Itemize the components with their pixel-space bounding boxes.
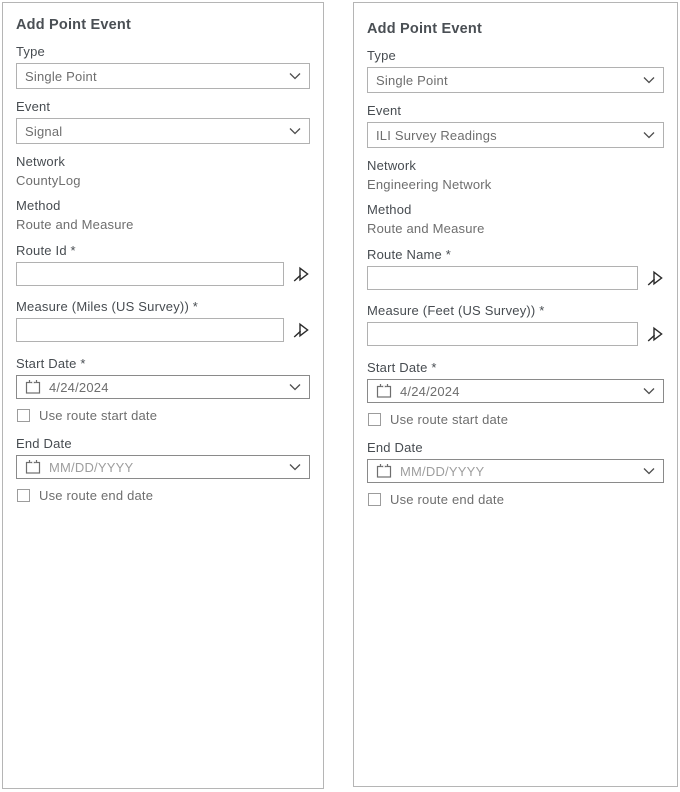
method-value: Route and Measure bbox=[16, 217, 134, 232]
end-date-picker[interactable] bbox=[367, 459, 664, 483]
use-route-end-date-label: Use route end date bbox=[39, 487, 154, 503]
use-route-start-date-checkbox[interactable] bbox=[368, 413, 381, 426]
start-date-value: 4/24/2024 bbox=[49, 379, 109, 395]
end-date-label: End Date bbox=[16, 436, 72, 451]
page-title: Add Point Event bbox=[367, 21, 482, 37]
event-select[interactable] bbox=[367, 122, 664, 148]
event-select-value: Signal bbox=[25, 123, 63, 139]
calendar-icon bbox=[25, 379, 41, 395]
type-select[interactable] bbox=[16, 63, 310, 89]
method-label: Method bbox=[16, 198, 61, 213]
end-date-placeholder: MM/DD/YYYY bbox=[400, 463, 485, 479]
event-select[interactable] bbox=[16, 118, 310, 144]
route-name-label: Route Name * bbox=[367, 247, 452, 262]
add-point-event-panel-left bbox=[2, 2, 324, 789]
map-pick-arrow-icon[interactable] bbox=[646, 325, 664, 343]
route-id-input[interactable] bbox=[16, 262, 284, 286]
chevron-down-icon bbox=[643, 131, 655, 139]
measure-label: Measure (Feet (US Survey)) * bbox=[367, 303, 545, 318]
use-route-start-date-checkbox[interactable] bbox=[17, 409, 30, 422]
chevron-down-icon bbox=[643, 76, 655, 84]
use-route-end-date-checkbox[interactable] bbox=[17, 489, 30, 502]
page-title: Add Point Event bbox=[16, 17, 131, 33]
use-route-start-date-option[interactable] bbox=[16, 408, 310, 422]
map-pick-arrow-icon[interactable] bbox=[292, 265, 310, 283]
chevron-down-icon bbox=[289, 72, 301, 80]
use-route-end-date-checkbox[interactable] bbox=[368, 493, 381, 506]
calendar-icon bbox=[376, 383, 392, 399]
event-select-value: ILI Survey Readings bbox=[376, 127, 497, 143]
end-date-label: End Date bbox=[367, 440, 423, 455]
type-label: Type bbox=[367, 48, 396, 63]
method-label: Method bbox=[367, 202, 412, 217]
chevron-down-icon bbox=[643, 467, 655, 475]
network-value: Engineering Network bbox=[367, 177, 492, 192]
network-value: CountyLog bbox=[16, 173, 81, 188]
type-select[interactable] bbox=[367, 67, 664, 93]
chevron-down-icon bbox=[643, 387, 655, 395]
add-point-event-panel-right bbox=[353, 2, 678, 787]
start-date-value: 4/24/2024 bbox=[400, 383, 460, 399]
chevron-down-icon bbox=[289, 383, 301, 391]
measure-input[interactable] bbox=[367, 322, 638, 346]
type-select-value: Single Point bbox=[376, 72, 448, 88]
method-value: Route and Measure bbox=[367, 221, 485, 236]
measure-label: Measure (Miles (US Survey)) * bbox=[16, 299, 199, 314]
network-label: Network bbox=[367, 158, 417, 173]
use-route-end-date-option[interactable] bbox=[16, 488, 310, 502]
type-select-value: Single Point bbox=[25, 68, 97, 84]
route-id-label: Route Id * bbox=[16, 243, 76, 258]
use-route-start-date-label: Use route start date bbox=[390, 411, 509, 427]
measure-input[interactable] bbox=[16, 318, 284, 342]
use-route-start-date-option[interactable] bbox=[367, 412, 664, 426]
chevron-down-icon bbox=[289, 127, 301, 135]
calendar-icon bbox=[25, 459, 41, 475]
calendar-icon bbox=[376, 463, 392, 479]
start-date-label: Start Date * bbox=[367, 360, 437, 375]
map-pick-arrow-icon[interactable] bbox=[646, 269, 664, 287]
route-name-input[interactable] bbox=[367, 266, 638, 290]
event-label: Event bbox=[367, 103, 402, 118]
chevron-down-icon bbox=[289, 463, 301, 471]
map-pick-arrow-icon[interactable] bbox=[292, 321, 310, 339]
use-route-start-date-label: Use route start date bbox=[39, 407, 158, 423]
use-route-end-date-option[interactable] bbox=[367, 492, 664, 506]
start-date-picker[interactable] bbox=[367, 379, 664, 403]
type-label: Type bbox=[16, 44, 45, 59]
start-date-picker[interactable] bbox=[16, 375, 310, 399]
network-label: Network bbox=[16, 154, 66, 169]
end-date-placeholder: MM/DD/YYYY bbox=[49, 459, 134, 475]
event-label: Event bbox=[16, 99, 51, 114]
end-date-picker[interactable] bbox=[16, 455, 310, 479]
use-route-end-date-label: Use route end date bbox=[390, 491, 505, 507]
start-date-label: Start Date * bbox=[16, 356, 86, 371]
